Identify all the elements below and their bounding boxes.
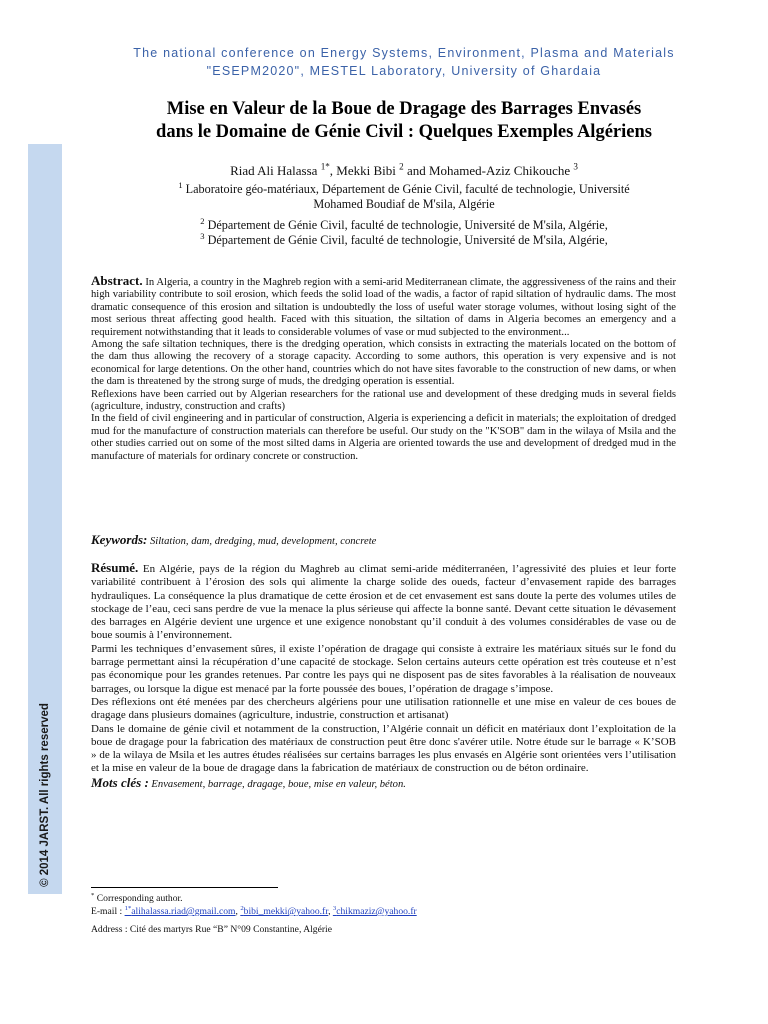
affiliation-3 [90,230,718,248]
abstract-section [91,275,676,463]
affiliation-1-sup: 1 [178,179,183,190]
email-1-text: alihalassa.riad@gmail.com [131,906,236,917]
resume-section [91,561,676,791]
mots-cles-heading: Mots clés : [91,774,149,790]
address-line: Address : Cité des martyrs Rue “B” N°09 Constantine, Algérie [91,924,332,935]
author-3-sup: 3 [573,161,578,172]
copyright-notice: © 2014 JARST. All rights reserved [39,703,51,887]
resume-heading: Résumé. [91,560,139,575]
abstract-paragraph-3: Reflexions have been carried out by Algerian researchers for the rational use and development of these dredging muds in several fields (agriculture, industry, construction and crafts) [91,388,676,413]
conference-line-2: "ESEPM2020", MESTEL Laboratory, University of Ghardaia [206,64,602,78]
affiliation-1-line-2: Mohamed Boudiaf de M'sila, Algérie [313,197,495,211]
abstract-heading: Abstract. [91,273,143,288]
mots-cles-text: Envasement, barrage, dragage, boue, mise en valeur, béton. [148,778,406,790]
email-3-text: chikmaziz@yahoo.fr [336,906,417,917]
email-separator-1: , [235,906,241,917]
keywords-section [91,534,676,548]
footnote-divider [91,887,278,888]
footnote-star: * [91,891,95,899]
title-line-1: Mise en Valeur de la Boue de Dragage des Barrages Envasés [166,99,642,119]
email-link-3[interactable] [333,906,417,917]
resume-paragraph-3: Des réflexions ont été menées par des chercheurs algériens pour une utilisation rationnelle et une mise en valeur de ces boues de dragage dans plusieurs domaines (agriculture, industrie, construction et artisanat) [91,695,676,722]
affiliation-2 [90,215,718,233]
resume-paragraph-4: Dans le domaine de génie civil et notamment de la construction, l’Algérie connait un déficit en matériaux dont l’exploitation de la boue de dragage pour la fabrication des matériaux de construction peut être donc s'avérer utile. Notre étude sur le barrage « K’SOB » de la wilaya de Msila et les autres études réalisées sur certains barrages les plus envasés en Algérie sont orientées vers l’utilisation et la mise en valeur de la boue de dragage dans la fabrication de matériaux de construction ou de béton ordinaire. [91,722,676,775]
email-label: E-mail : [91,906,125,917]
title-line-2: dans le Domaine de Génie Civil : Quelques Exemples Algériens [156,122,652,142]
resume-paragraph-2: Parmi les techniques d’envasement sûres, il existe l’opération de dragage qui consiste à extraire les matériaux situés sur le fond du barrage permettant ainsi la récupération d’une capacité de stockage. Selon certains auteurs cette opération est très couteuse et n’est pas économique pour les grandes retenues. Par contre les pays qui ne disposent pas de sites favorables à la réalisation de nouveaux barrages, ou lorsque la digue est menacé par la forte poussée des boues, l’opération de dragage s’impose. [91,642,676,695]
conference-header [60,44,748,80]
email-3-sup: 3 [332,904,337,912]
author-1: Riad Ali Halassa [230,163,321,178]
author-3: and Mohamed-Aziz Chikouche [403,163,574,178]
corresponding-author-label: Corresponding author. [94,893,183,904]
corresponding-author-note [91,893,183,905]
email-link-1[interactable] [125,906,236,917]
email-1-sup: 1* [124,904,132,912]
affiliation-1-line-1: Laboratoire géo-matériaux, Département de Génie Civil, faculté de technologie, Université [182,182,630,196]
affiliation-2-sup: 2 [200,215,205,226]
author-2: , Mekki Bibi [329,163,400,178]
author-list [60,163,748,179]
abstract-paragraph-4: In the field of civil engineering and in particular of construction, Algeria is experiencing a deficit in materials; the exploitation of dredged mud for the manufacture of construction materials can therefore be useful. Our study on the "K'SOB" dam in the wilaya of Msila and the other studies carried out on some of the most silted dams in Algeria are oriented towards the use and development of dredged mud in the manufacture of materials for ordinary concrete or construction. [91,413,676,462]
affiliation-3-sup: 3 [200,230,205,241]
author-1-sup: 1* [320,161,330,172]
abstract-paragraph-1: In Algeria, a country in the Maghreb region with a semi-arid Mediterranean climate, the aggressiveness of the rains and their high variability contribute to soil erosion, which feeds the solid load of the wadis, a factor of rapid siltation of hydraulic dams. The most dramatic consequence of this erosion and siltation is undoubtedly the loss of useful water storage volumes, without losing sight of the most serious threat affecting good health. Faced with this situation, the siltation of dams in Algeria becomes an emergency and a requirement notwithstanding that it leads to considerable volumes of vase or mud subjected to the environment... [91,277,676,338]
email-2-text: bibi_mekki@yahoo.fr [243,906,329,917]
email-line [91,906,417,918]
conference-line-1: The national conference on Energy Systems, Environment, Plasma and Materials [133,46,675,60]
keywords-heading: Keywords: [91,532,148,547]
keywords-text: Siltation, dam, dredging, mud, development, concrete [147,536,377,547]
email-2-sup: 2 [240,904,244,912]
affiliation-1 [90,179,718,212]
resume-paragraph-1: En Algérie, pays de la région du Maghreb au climat semi-aride méditerranéen, l’agressivité des pluies et leur forte variabilité contribuent à l’érosion des sols qui alimente la charge solide des oueds, facteur d’envasement rapide des barrages hydrauliques. La conséquence la plus dramatique de cette érosion et de cet envasement est sans doute la perte des volumes utiles de stockage de l’eau, ceci sans perdre de vue la menace la plus sérieuse qui affecte la bonne santé. Devant cette situation le dévasement des barrages en Algérie devient une urgence et une exigence nonobstant qu’il conduit à des volumes considérables de vase ou de boue soumis à l’environnement. [91,563,676,642]
affiliation-2-text: Département de Génie Civil, faculté de technologie, Université de M'sila, Algérie, [204,218,608,232]
paper-title [60,98,748,144]
abstract-paragraph-2: Among the safe siltation techniques, there is the dredging operation, which consists in extracting the materials located on the bottom of the dam thus allowing the recovery of a storage capacity. According to some authors, this operation is very expensive and is not economical for large detentions. On the other hand, countries which do not have sites favorable to the construction of new dams, or when the dam is threatened by the strong surge of muds, the dredging operation is essential. [91,339,676,388]
author-2-sup: 2 [399,161,404,172]
affiliation-3-text: Département de Génie Civil, faculté de technologie, Université de M'sila, Algérie, [204,233,608,247]
email-separator-2: , [328,906,333,917]
email-link-2[interactable] [240,906,328,917]
